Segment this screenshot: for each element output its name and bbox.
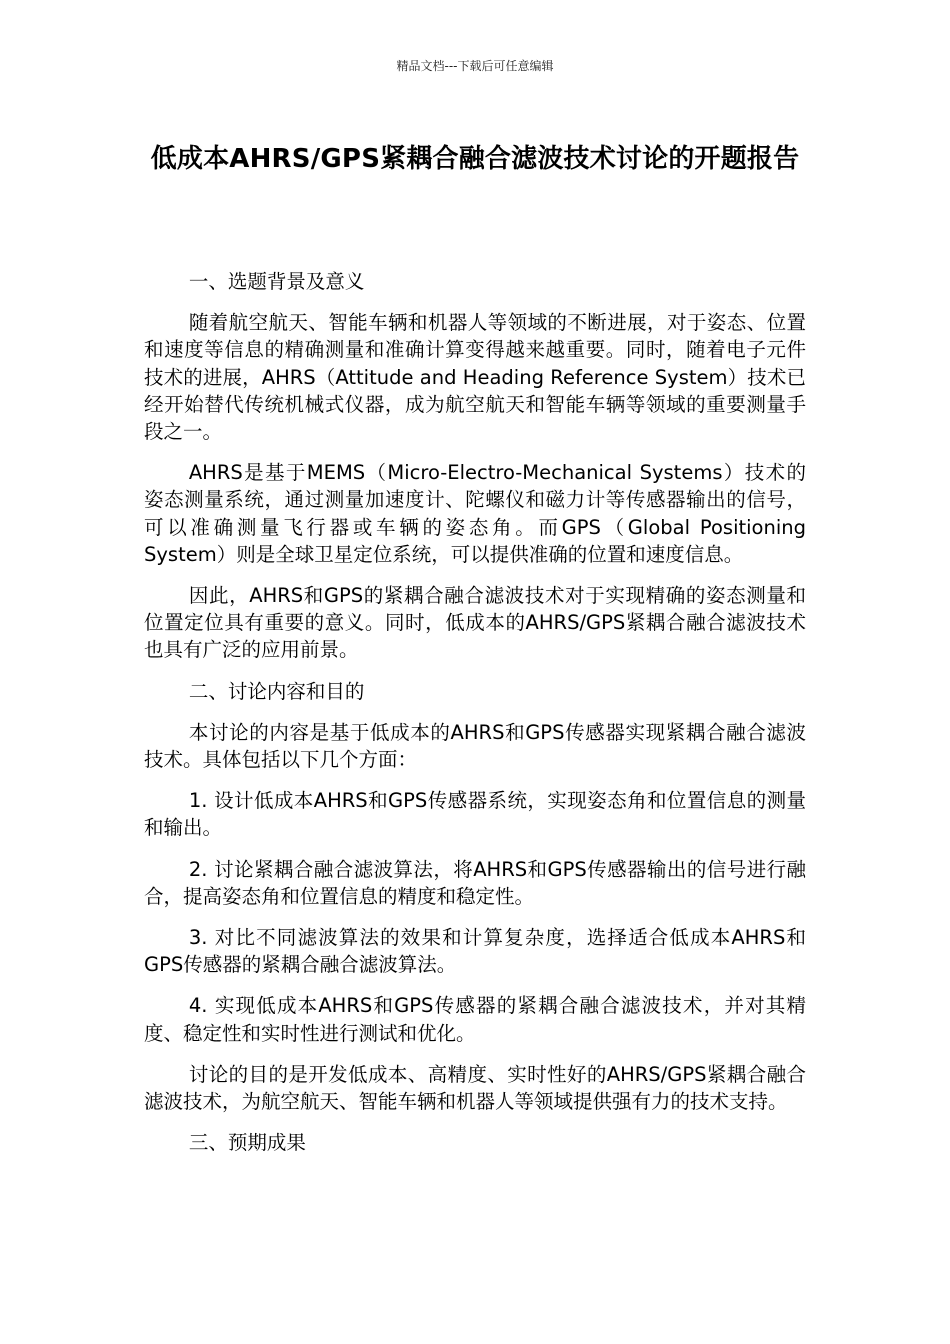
paragraph-background: 随着航空航天、智能车辆和机器人等领域的不断进展，对于姿态、位置和速度等信息的精确测量和准确计算变得越来越重要。同时，随着电子元件技术的进展，AHRS（Attitude and Heading Reference System）技术已经开始替代传统机械式仪器，成为航空航天和智能车辆等领域的重要测量手段之一。	[144, 311, 806, 444]
header-note: 精品文档---下载后可任意编辑	[396, 59, 554, 73]
list-item-3: 3. 对比不同滤波算法的效果和计算复杂度，选择适合低成本AHRS和GPS传感器的紧耦合融合滤波算法。	[144, 926, 806, 977]
section-heading-results: 三、预期成果	[188, 1131, 306, 1155]
list-item-1: 1. 设计低成本AHRS和GPS传感器系统，实现姿态角和位置信息的测量和输出。	[144, 789, 806, 840]
list-item-2: 2. 讨论紧耦合融合滤波算法，将AHRS和GPS传感器输出的信号进行融合，提高姿态角和位置信息的精度和稳定性。	[144, 857, 806, 908]
document-title: 低成本AHRS/GPS紧耦合融合滤波技术讨论的开题报告	[150, 144, 800, 174]
section-heading-content: 二、讨论内容和目的	[188, 679, 365, 703]
paragraph-significance: 因此，AHRS和GPS的紧耦合融合滤波技术对于实现精确的姿态测量和位置定位具有重要的意义。同时，低成本的AHRS/GPS紧耦合融合滤波技术也具有广泛的应用前景。	[144, 584, 806, 662]
paragraph-content-intro: 本讨论的内容是基于低成本的AHRS和GPS传感器实现紧耦合融合滤波技术。具体包括以下几个方面：	[144, 720, 806, 772]
section-heading-background: 一、选题背景及意义	[188, 270, 365, 293]
list-item-4: 4. 实现低成本AHRS和GPS传感器的紧耦合融合滤波技术，并对其精度、稳定性和实时性进行测试和优化。	[144, 994, 806, 1045]
document-body	[144, 268, 806, 1170]
paragraph-ahrs: AHRS是基于MEMS（Micro-Electro-Mechanical Systems）技术的姿态测量系统，通过测量加速度计、陀螺仪和磁力计等传感器输出的信号，可以准确测量飞行器或车辆的姿态角。而GPS（Global Positioning System）则是全球卫星定位系统，可以提供准确的位置和速度信息。	[144, 461, 806, 566]
paragraph-purpose: 讨论的目的是开发低成本、高精度、实时性好的AHRS/GPS紧耦合融合滤波技术，为航空航天、智能车辆和机器人等领域提供强有力的技术支持。	[144, 1062, 806, 1114]
